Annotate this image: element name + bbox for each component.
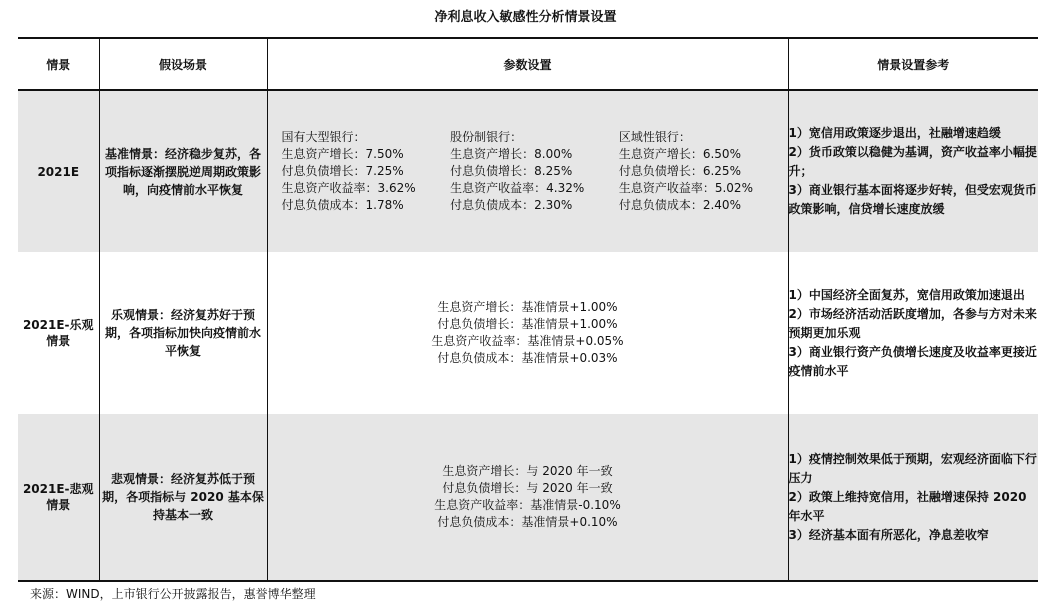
param-line: 生息资产收益率：3.62%	[281, 181, 416, 195]
param-line: 付息负债成本：基准情景+0.10%	[437, 515, 618, 529]
param-line: 生息资产增长：7.50%	[281, 147, 404, 161]
reference-line: 1）宽信用政策逐步退出，社融增速趋缓	[788, 126, 1001, 140]
bank-group-joint-stock	[450, 129, 619, 214]
table-row-baseline	[18, 90, 1038, 252]
param-line: 付息负债成本：1.78%	[281, 198, 404, 212]
reference-line: 3）商业银行资产负债增长速度及收益率更接近疫情前水平	[788, 344, 1037, 378]
bank-name: 区域性银行：	[618, 130, 691, 144]
param-line: 生息资产收益率：4.32%	[450, 181, 585, 195]
header-assumption: 假设场景	[99, 38, 267, 90]
bank-groups	[268, 129, 788, 214]
reference-line: 1）中国经济全面复苏，宽信用政策加速退出	[788, 287, 1025, 302]
bank-group-regional	[619, 129, 788, 214]
param-line: 付息负债增长：8.25%	[450, 164, 573, 178]
reference-line: 2）货币政策以稳健为基调，资产收益率小幅提升；	[788, 145, 1037, 178]
assumption-cell: 基准情景：经济稳步复苏，各项指标逐渐摆脱逆周期政策影响，向疫情前水平恢复	[99, 90, 267, 252]
table-row-pessimistic	[18, 414, 1038, 581]
scenario-table	[18, 37, 1038, 582]
assumption-cell: 乐观情景：经济复苏好于预期，各项指标加快向疫情前水平恢复	[99, 252, 267, 414]
reference-line: 3）经济基本面有所恶化，净息差收窄	[788, 527, 989, 542]
param-line: 付息负债增长：7.25%	[281, 164, 404, 178]
reference-line: 2）市场经济活动活跃度增加，各参与方对未来预期更加乐观	[788, 306, 1037, 340]
reference-cell	[788, 252, 1038, 414]
header-reference: 情景设置参考	[788, 38, 1038, 90]
scenario-cell: 2021E	[18, 90, 99, 252]
param-line: 付息负债增长：基准情景+1.00%	[437, 317, 618, 331]
param-line: 生息资产增长：基准情景+1.00%	[437, 300, 618, 314]
reference-line: 1）疫情控制效果低于预期，宏观经济面临下行压力	[788, 451, 1037, 485]
table-row-optimistic	[18, 252, 1038, 414]
params-cell	[267, 252, 788, 414]
param-line: 付息负债增长：6.25%	[618, 164, 741, 178]
param-line: 生息资产收益率：5.02%	[618, 181, 753, 195]
bank-name: 股份制银行：	[450, 130, 523, 144]
table-title: 净利息收入敏感性分析情景设置	[434, 10, 617, 25]
params-cell	[267, 90, 788, 252]
scenario-cell: 2021E-悲观情景	[18, 414, 99, 581]
bank-name: 国有大型银行：	[281, 130, 366, 144]
param-line: 生息资产增长：8.00%	[450, 147, 573, 161]
params-cell	[267, 414, 788, 581]
param-line: 生息资产增长：与 2020 年一致	[442, 464, 613, 478]
reference-line: 3）商业银行基本面将逐步好转，但受宏观货币政策影响，信贷增长速度放缓	[788, 183, 1037, 216]
param-line: 生息资产收益率：基准情景+0.05%	[431, 334, 624, 348]
param-line: 付息负债成本：2.40%	[618, 198, 741, 212]
param-line: 付息负债增长：与 2020 年一致	[442, 481, 613, 495]
scenario-cell: 2021E-乐观情景	[18, 252, 99, 414]
assumption-cell: 悲观情景：经济复苏低于预期，各项指标与 2020 基本保持基本一致	[99, 414, 267, 581]
param-line: 生息资产增长：6.50%	[618, 147, 741, 161]
header-scenario: 情景	[18, 38, 99, 90]
param-line: 付息负债成本：基准情景+0.03%	[437, 351, 618, 365]
reference-cell	[788, 414, 1038, 581]
header-row	[18, 38, 1038, 90]
header-params: 参数设置	[267, 38, 788, 90]
param-line: 生息资产收益率：基准情景-0.10%	[434, 498, 621, 512]
param-line: 付息负债成本：2.30%	[450, 198, 573, 212]
source-note: 来源：WIND，上市银行公开披露报告，惠誉博华整理	[30, 587, 316, 601]
bank-group-state	[282, 129, 451, 214]
reference-cell	[788, 90, 1038, 252]
reference-line: 2）政策上维持宽信用，社融增速保持 2020 年水平	[788, 489, 1027, 523]
